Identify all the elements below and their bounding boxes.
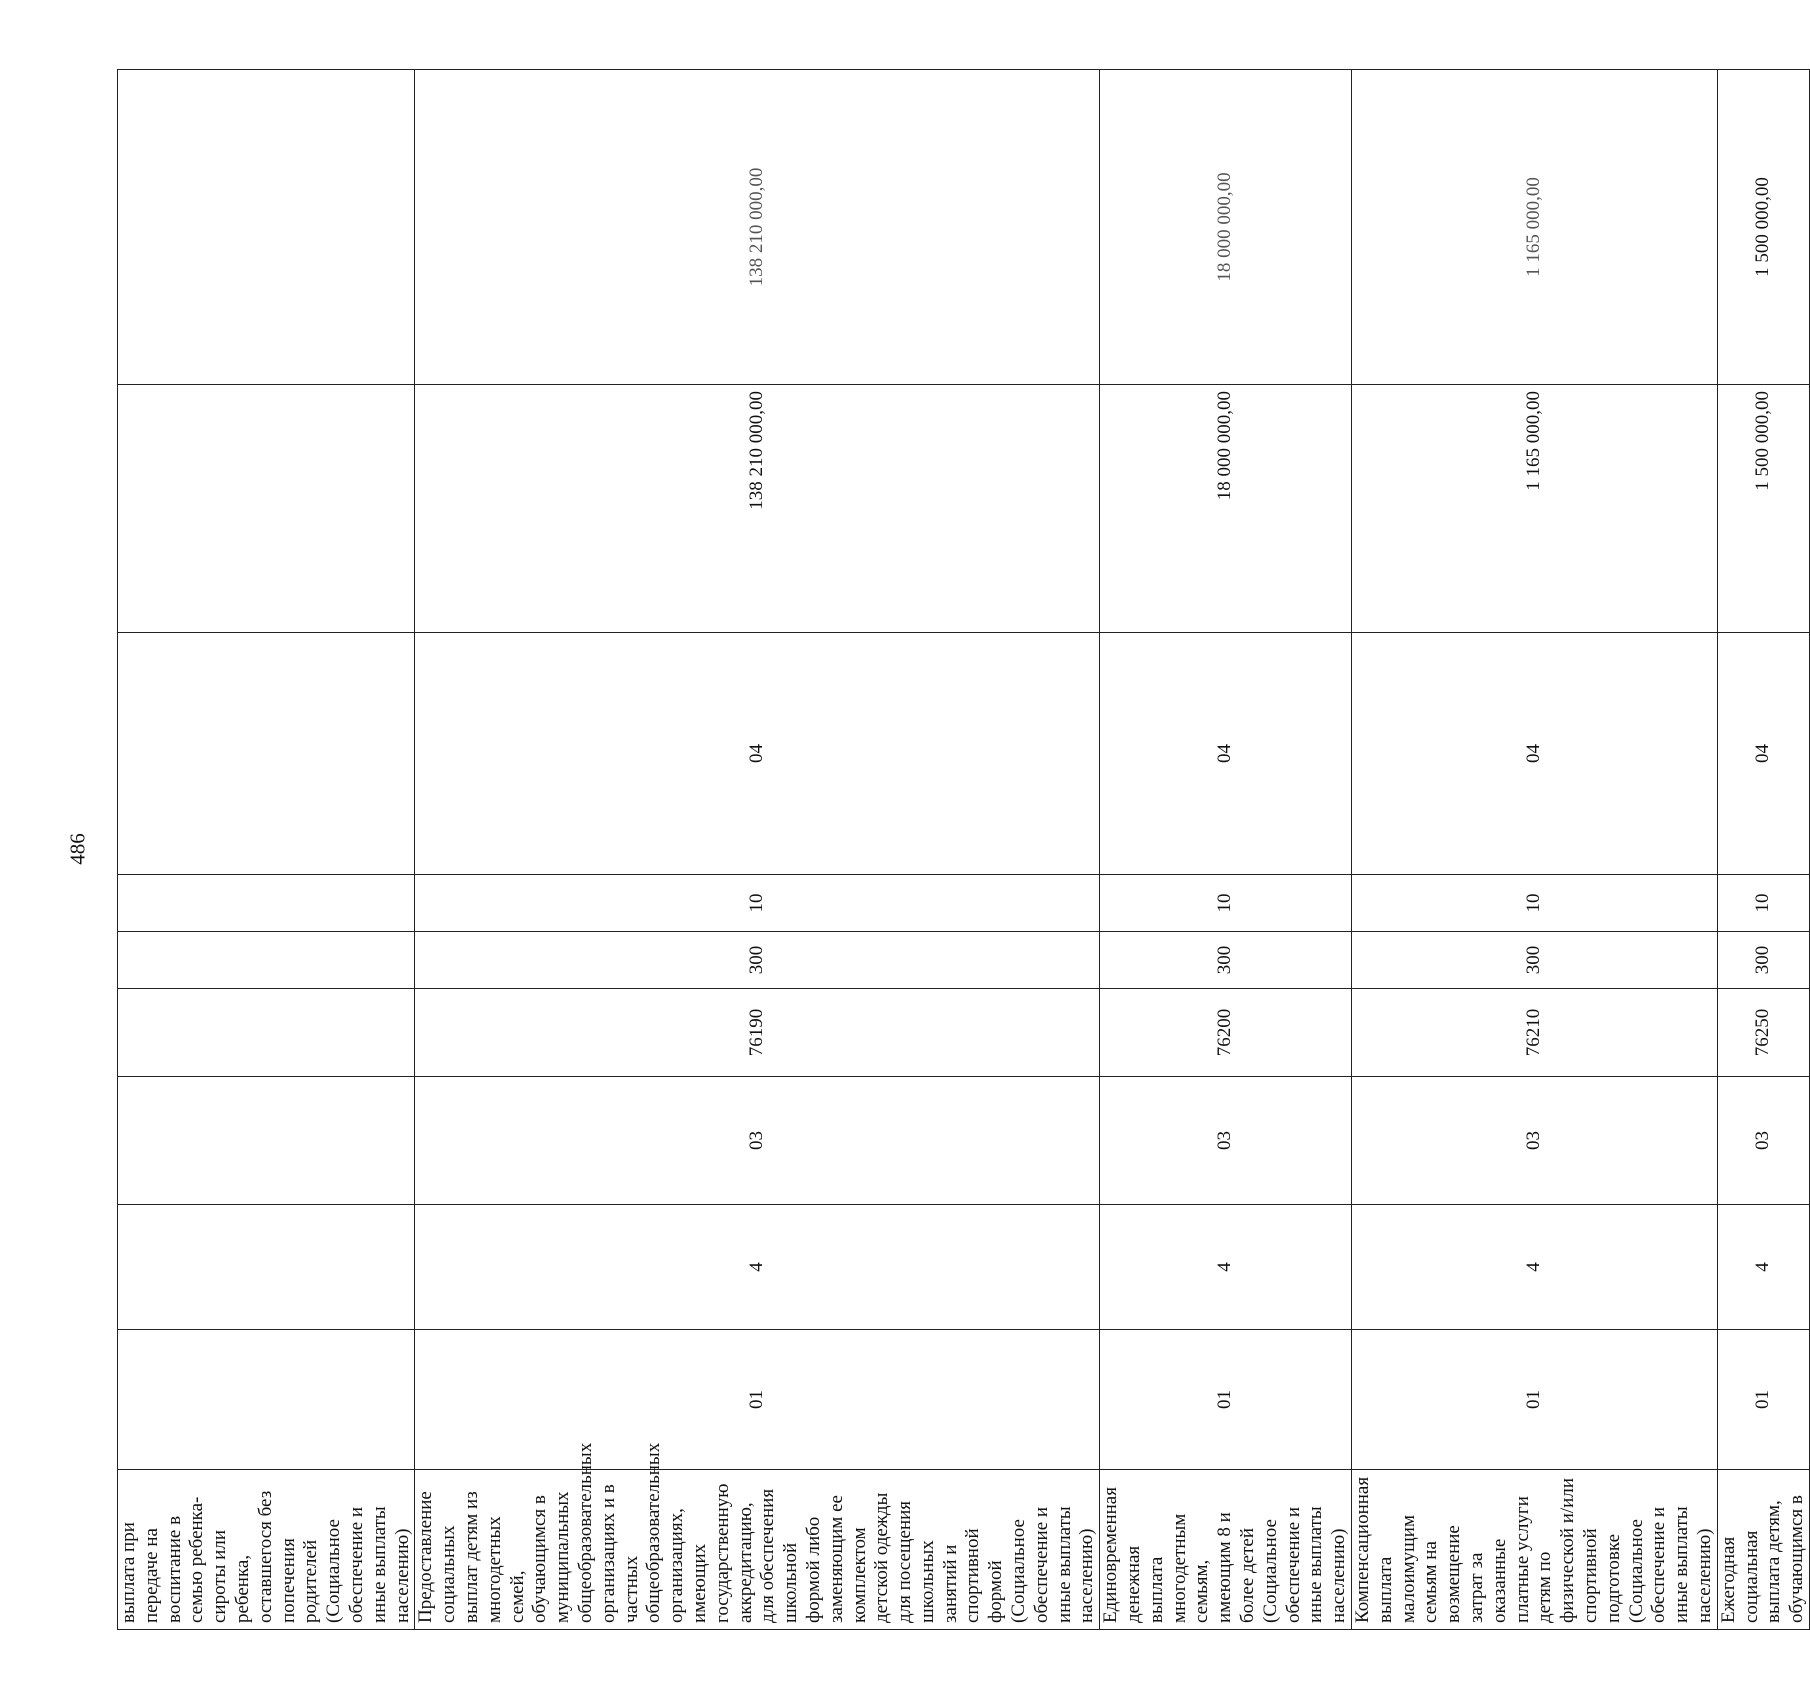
row-name: Компенсационная выплата малоимущим семьям на возмещение затрат за оказанные платные услуги детям по физической и/или спортивной подготовке (Социальное обеспечение и иные выплаты населению) <box>1352 1470 1718 1630</box>
table-row <box>118 70 415 1630</box>
amount-cell: 18 000 000,00 <box>1100 70 1352 385</box>
code-cell: 76250 <box>1717 989 1809 1077</box>
code-cell: 03 <box>1352 1077 1718 1205</box>
code-cell: 300 <box>1100 932 1352 989</box>
code-cell: 76210 <box>1352 989 1718 1077</box>
code-cell: 03 <box>1100 1077 1352 1205</box>
code-cell: 01 <box>1352 1330 1718 1470</box>
code-cell <box>118 1330 415 1470</box>
rotated-table-container <box>117 70 1808 1630</box>
code-cell: 300 <box>1717 932 1809 989</box>
row-name: выплата при передаче на воспитание в семью ребенка-сироты или ребенка, оставшегося без попечения родителей (Социальное обеспечение и иные выплаты населению) <box>118 1470 415 1630</box>
code-cell: 300 <box>415 932 1100 989</box>
code-cell: 01 <box>1100 1330 1352 1470</box>
row-name: Ежегодная социальная выплата детям, обучающимся в <box>1717 1470 1809 1630</box>
code-cell <box>118 989 415 1077</box>
code-cell: 04 <box>1100 633 1352 875</box>
code-cell: 300 <box>1352 932 1718 989</box>
code-cell: 03 <box>415 1077 1100 1205</box>
amount-cell: 138 210 000,00 <box>415 70 1100 385</box>
amount-cell <box>118 385 415 633</box>
page-number: 486 <box>65 833 90 865</box>
code-cell: 4 <box>415 1205 1100 1330</box>
code-cell: 01 <box>1717 1330 1809 1470</box>
code-cell <box>118 1077 415 1205</box>
code-cell: 04 <box>415 633 1100 875</box>
code-cell: 76190 <box>415 989 1100 1077</box>
code-cell: 4 <box>1352 1205 1718 1330</box>
amount-cell: 138 210 000,00 <box>415 385 1100 633</box>
code-cell: 10 <box>415 875 1100 932</box>
amount-cell: 1 165 000,00 <box>1352 70 1718 385</box>
code-cell <box>118 932 415 989</box>
code-cell <box>118 633 415 875</box>
code-cell: 4 <box>1717 1205 1809 1330</box>
table-row <box>415 70 1100 1630</box>
code-cell: 10 <box>1352 875 1718 932</box>
code-cell: 04 <box>1352 633 1718 875</box>
amount-cell: 18 000 000,00 <box>1100 385 1352 633</box>
table-row <box>1352 70 1718 1630</box>
code-cell: 03 <box>1717 1077 1809 1205</box>
code-cell: 01 <box>415 1330 1100 1470</box>
amount-cell: 1 165 000,00 <box>1352 385 1718 633</box>
code-cell <box>118 1205 415 1330</box>
row-name: Единовременная денежная выплата многодетным семьям, имеющим 8 и более детей (Социальное обеспечение и иные выплаты населению) <box>1100 1470 1352 1630</box>
code-cell: 10 <box>1100 875 1352 932</box>
row-name: Предоставление социальных выплат детям из многодетных семей, обучающимся в муниципальных общеобразовательных организациях и в частных общеобразовательных организациях, имеющих государственную аккредитацию, для обеспечения школьной формой либо заменяющим ее комплектом детской одежды для посещения школьных занятий и спортивной формой (Социальное обеспечение и иные выплаты населению) <box>415 1470 1100 1630</box>
code-cell: 4 <box>1100 1205 1352 1330</box>
code-cell: 76200 <box>1100 989 1352 1077</box>
code-cell: 04 <box>1717 633 1809 875</box>
amount-cell <box>118 70 415 385</box>
budget-table <box>117 69 1810 1630</box>
code-cell <box>118 875 415 932</box>
code-cell: 10 <box>1717 875 1809 932</box>
amount-cell: 1 500 000,00 <box>1717 385 1809 633</box>
amount-cell: 1 500 000,00 <box>1717 70 1809 385</box>
table-row <box>1100 70 1352 1630</box>
table-row <box>1717 70 1809 1630</box>
